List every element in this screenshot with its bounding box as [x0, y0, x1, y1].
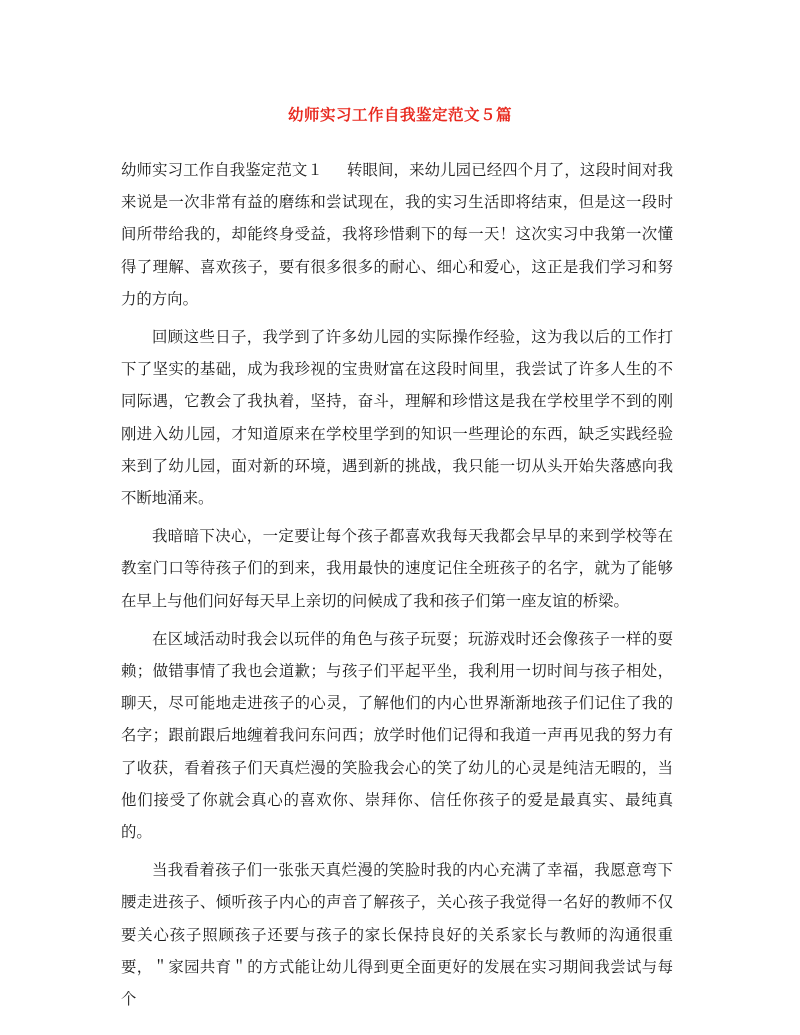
paragraph-3: 我暗暗下决心，一定要让每个孩子都喜欢我每天我都会早早的来到学校等在教室门口等待孩子们的到来，我用最快的速度记住全班孩子的名字，就为了能够在早上与他们问好每天早上亲切的问候成了我和孩子们第一座友谊的桥梁。	[121, 527, 673, 610]
paragraph-5: 当我看着孩子们一张张天真烂漫的笑脸时我的内心充满了幸福，我愿意弯下腰走进孩子、倾听孩子内心的声音了解孩子，关心孩子我觉得一名好的教师不仅要关心孩子照顾孩子还要与孩子的家长保持良好的关系家长与教师的沟通很重要，＂家园共育＂的方式能让幼儿得到更全面更好的发展在实习期间我尝试与每个	[121, 861, 673, 1009]
paragraph-2: 回顾这些日子，我学到了许多幼儿园的实际操作经验，这为我以后的工作打下了坚实的基础，成为我珍视的宝贵财富在这段时间里，我尝试了许多人生的不同际遇，它教会了我执着，坚持，奋斗，理解和珍惜这是我在学校里学不到的刚刚进入幼儿园，才知道原来在学校里学到的知识一些理论的东西，缺乏实践经验来到了幼儿园，面对新的环境，遇到新的挑战，我只能一切从头开始失落感向我不断地涌来。	[121, 328, 673, 508]
paragraph-4: 在区域活动时我会以玩伴的角色与孩子玩耍；玩游戏时还会像孩子一样的耍赖；做错事情了我也会道歉；与孩子们平起平坐，我利用一切时间与孩子相处，聊天，尽可能地走进孩子的心灵，了解他们的内心世界渐渐地孩子们记住了我的名字；跟前跟后地缠着我问东问西；放学时他们记得和我道一声再见我的努力有了收获，看着孩子们天真烂漫的笑脸我会心的笑了幼儿的心灵是纯洁无暇的，当他们接受了你就会真心的喜欢你、崇拜你、信任你孩子的爱是最真实、最纯真的。	[121, 629, 673, 842]
intro-label: 幼师实习工作自我鉴定范文１	[121, 161, 323, 179]
document-title: 幼师实习工作自我鉴定范文５篇	[287, 105, 512, 124]
paragraph-1	[121, 154, 673, 315]
document-body	[121, 154, 673, 1015]
paragraph-1-text: 转眼间，来幼儿园已经四个月了，这段时间对我来说是一次非常有益的磨练和尝试现在，我的实习生活即将结束，但是这一段时间所带给我的，却能终身受益，我将珍惜剩下的每一天！这次实习中我第一次懂得了理解、喜欢孩子，要有很多很多的耐心、细心和爱心，这正是我们学习和努力的方向。	[121, 161, 673, 308]
